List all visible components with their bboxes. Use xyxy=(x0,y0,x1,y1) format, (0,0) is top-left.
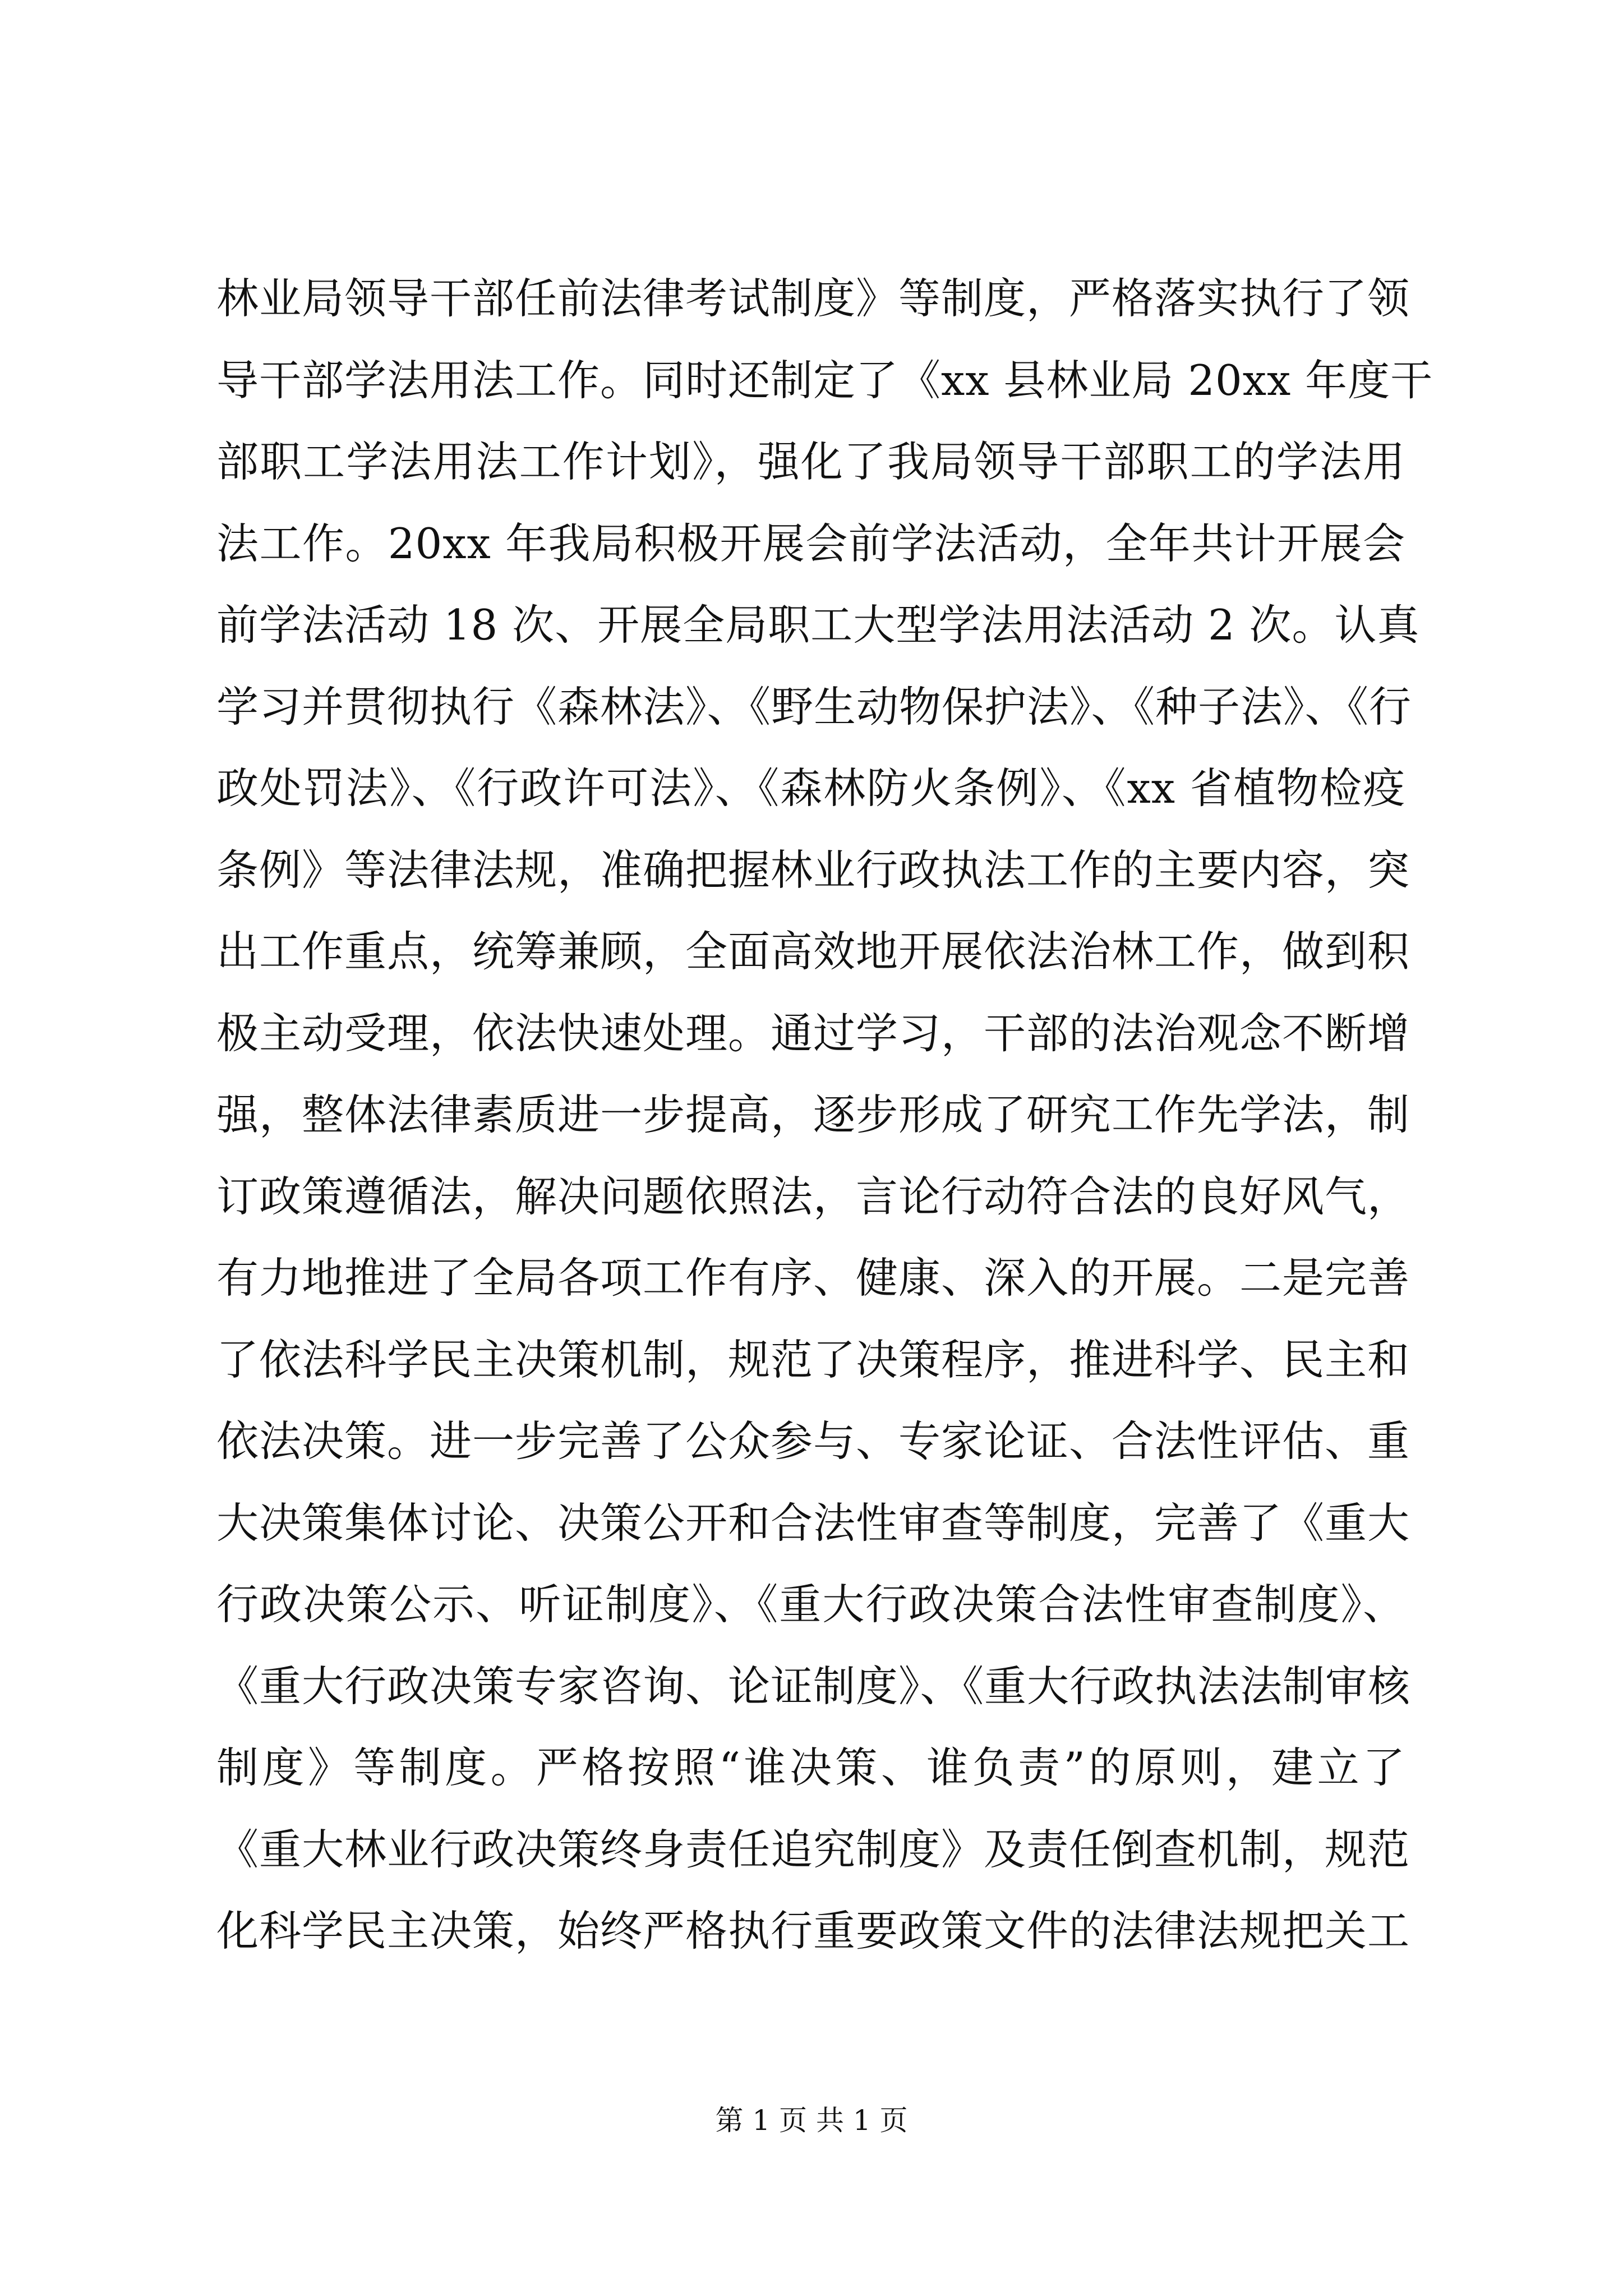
text-line: 《重大行政决策专家咨询、论证制度》、《重大行政执法法制审核 xyxy=(216,1661,1411,1711)
text-line: 制度》等制度。严格按照“谁决策、谁负责”的原则，建立了 xyxy=(216,1743,1405,1792)
body-text xyxy=(216,258,1433,1972)
text-line: 政处罚法》、《行政许可法》、《森林防火条例》、《xx 省植物检疫 xyxy=(216,763,1405,813)
text-line: 行政决策公示、听证制度》、《重大行政决策合法性审查制度》、 xyxy=(216,1580,1405,1629)
text-line: 大决策集体讨论、决策公开和合法性审查等制度，完善了《重大 xyxy=(216,1498,1410,1548)
text-line: 学习并贯彻执行《森林法》、《野生动物保护法》、《种子法》、《行 xyxy=(216,682,1412,731)
text-line: 林业局领导干部任前法律考试制度》等制度，严格落实执行了领 xyxy=(216,274,1410,323)
text-line: 订政策遵循法，解决问题依照法，言论行动符合法的良好风气， xyxy=(216,1171,1410,1221)
text-line: 出工作重点，统筹兼顾，全面高效地开展依法治林工作，做到积 xyxy=(216,927,1410,976)
text-line: 了依法科学民主决策机制，规范了决策程序，推进科学、民主和 xyxy=(216,1335,1410,1384)
text-line: 导干部学法用法工作。同时还制定了《xx 县林业局 20xx 年度干 xyxy=(216,355,1433,405)
text-line: 有力地推进了全局各项工作有序、健康、深入的开展。二是完善 xyxy=(216,1253,1410,1303)
text-line: 条例》等法律法规，准确把握林业行政执法工作的主要内容，突 xyxy=(216,845,1410,895)
text-line: 化科学民主决策，始终严格执行重要政策文件的法律法规把关工 xyxy=(216,1906,1410,1955)
text-line: 《重大林业行政决策终身责任追究制度》及责任倒查机制，规范 xyxy=(216,1824,1410,1874)
text-line: 部职工学法用法工作计划》，强化了我局领导干部职工的学法用 xyxy=(216,437,1405,486)
text-line: 前学法活动 18 次、开展全局职工大型学法用法活动 2 次。认真 xyxy=(216,600,1420,650)
text-line: 强，整体法律素质进一步提高，逐步形成了研究工作先学法，制 xyxy=(216,1090,1410,1139)
text-line: 法工作。20xx 年我局积极开展会前学法活动，全年共计开展会 xyxy=(216,518,1405,568)
text-line: 依法决策。进一步完善了公众参与、专家论证、合法性评估、重 xyxy=(216,1416,1410,1466)
page-footer: 第 1 页 共 1 页 xyxy=(715,2104,908,2137)
text-line: 极主动受理，依法快速处理。通过学习，干部的法治观念不断增 xyxy=(216,1008,1410,1058)
